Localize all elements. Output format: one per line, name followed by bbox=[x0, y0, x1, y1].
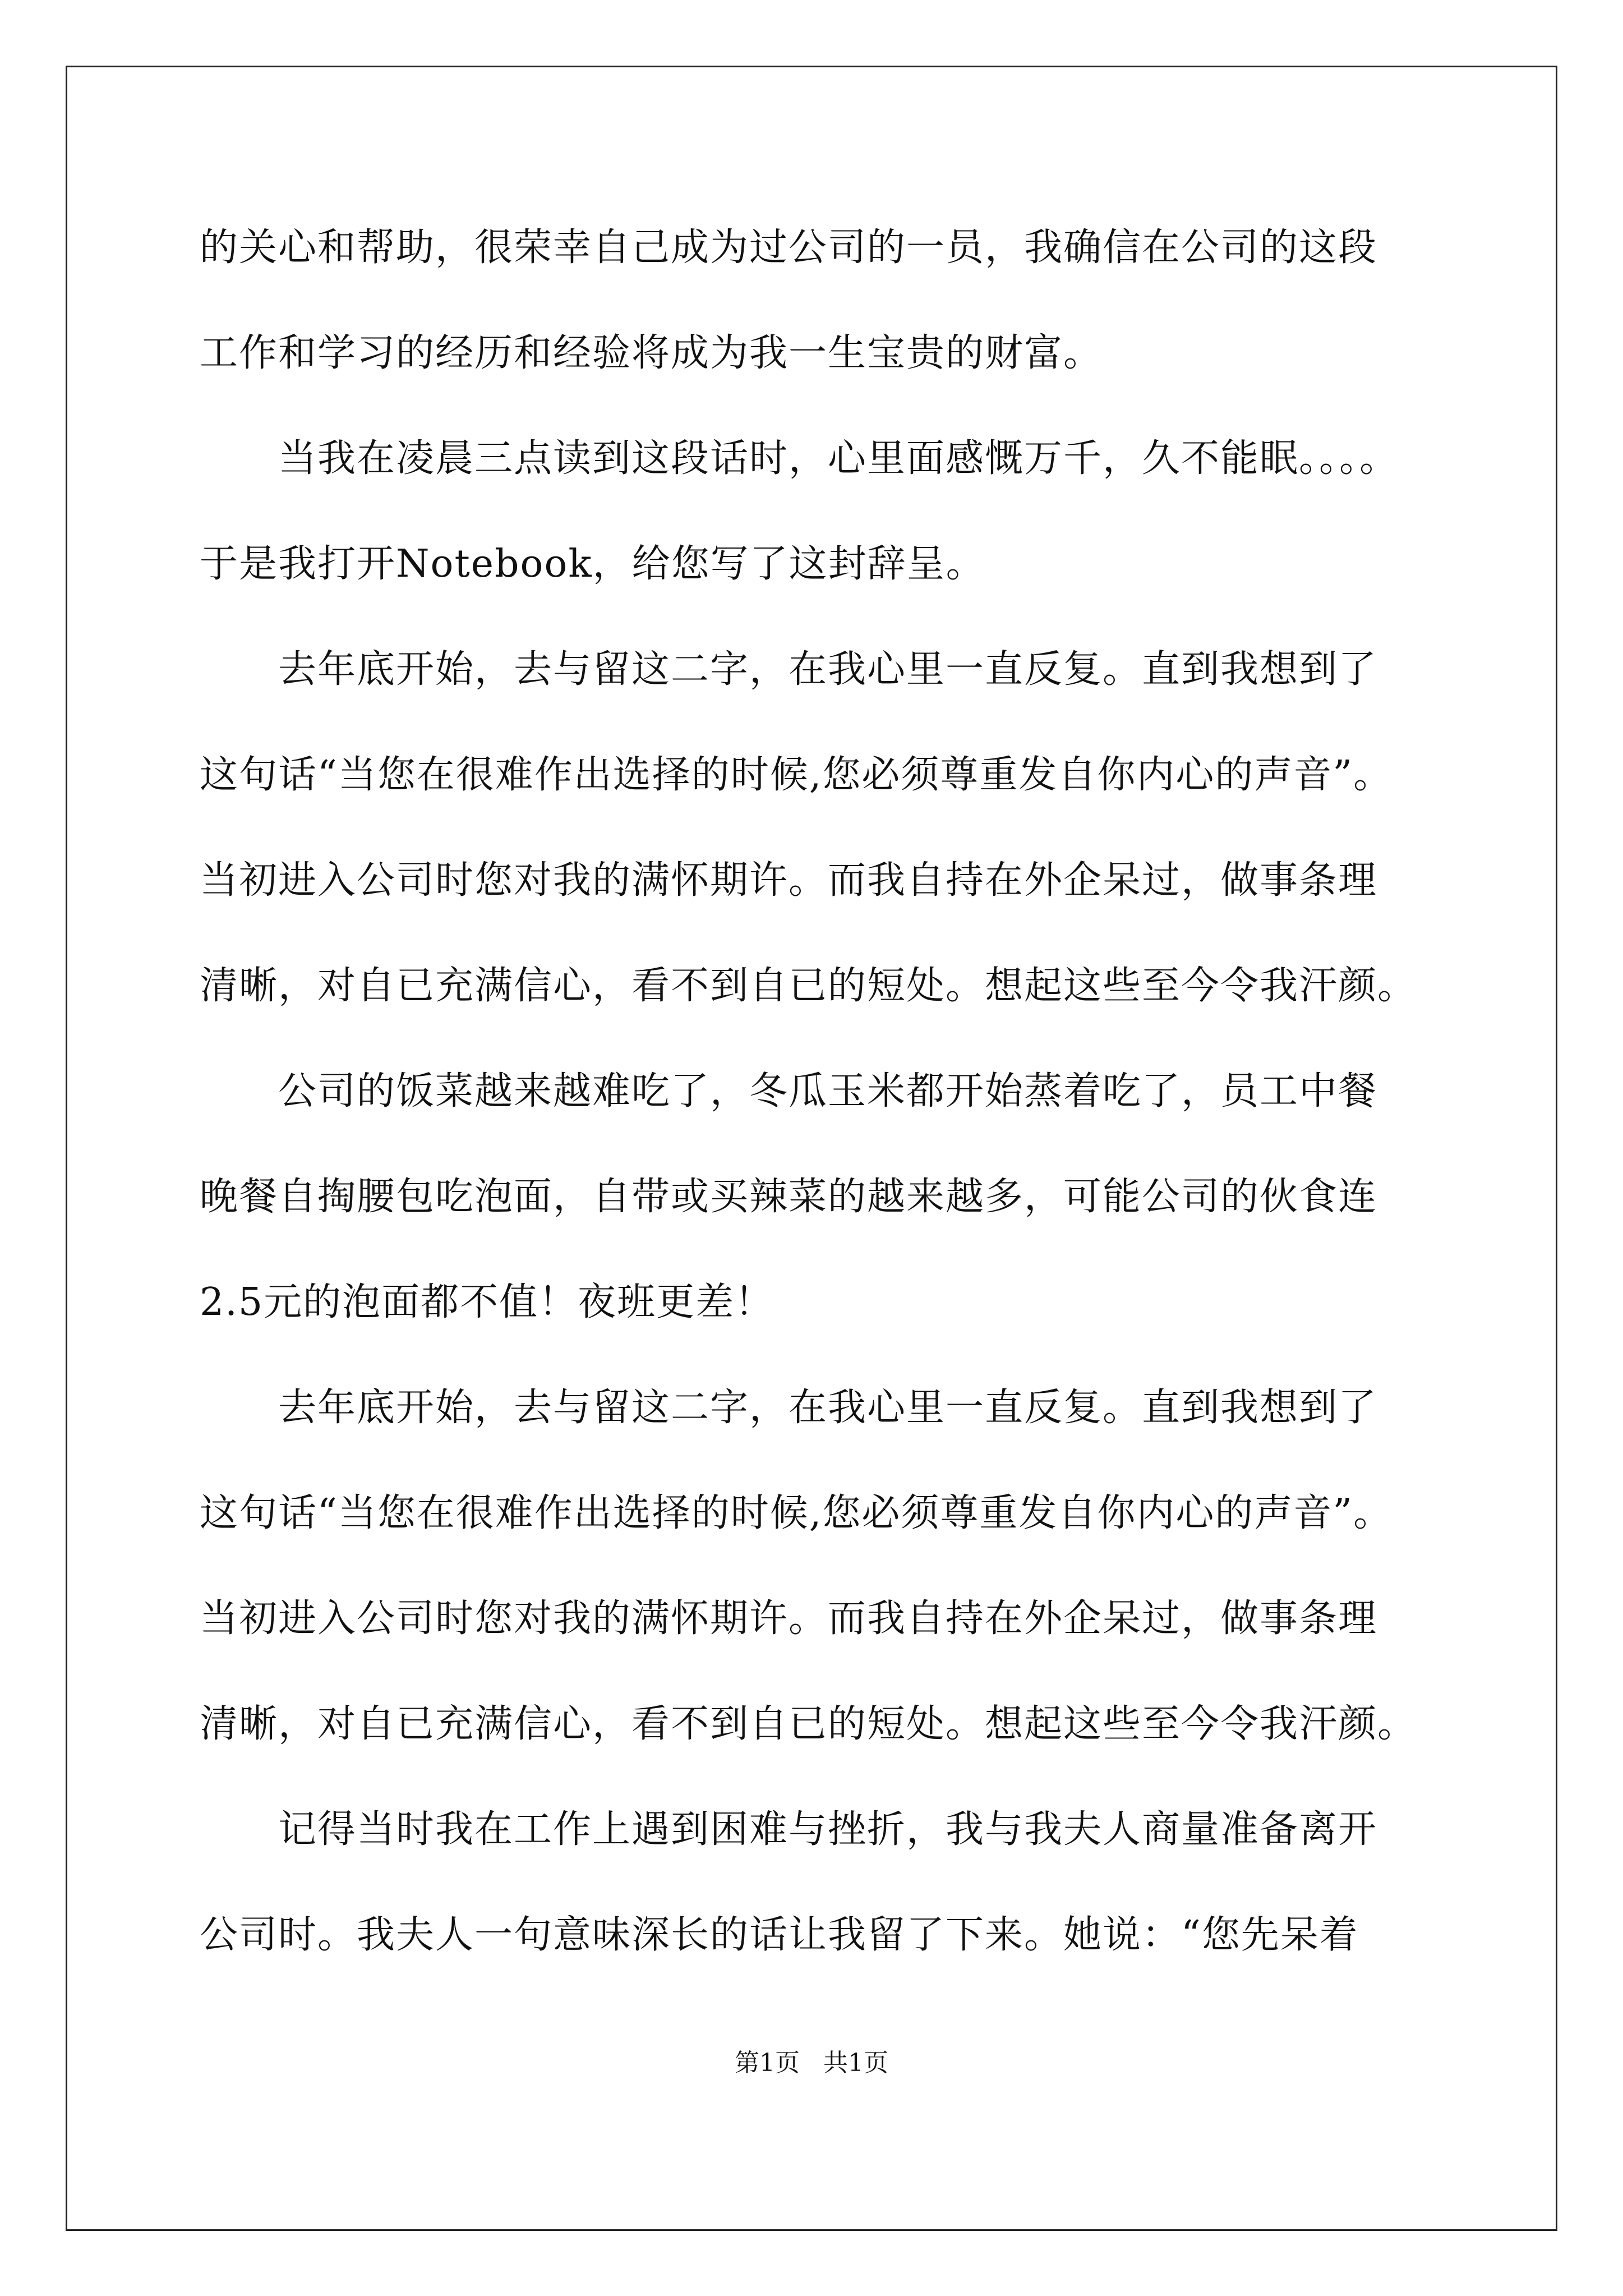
text-line: 清晰，对自已充满信心，看不到自已的短处。想起这些至今令我汗颜。 bbox=[200, 964, 1417, 1008]
text-line: 去年底开始，去与留这二字，在我心里一直反复。直到我想到了 bbox=[278, 1386, 1378, 1430]
text-line: 公司的饭菜越来越难吃了，冬瓜玉米都开始蒸着吃了，员工中餐 bbox=[278, 1069, 1378, 1114]
text-line: 于是我打开Notebook，给您写了这封辞呈。 bbox=[200, 542, 985, 586]
text-line: 当我在凌晨三点读到这段话时，心里面感慨万千，久不能眠。。。。 bbox=[278, 436, 1399, 481]
text-line: 这句话“当您在很难作出选择的时候,您必须尊重发自你内心的声音”。 bbox=[200, 753, 1393, 797]
text-line: 当初进入公司时您对我的满怀期许。而我自持在外企呆过，做事条理 bbox=[200, 858, 1378, 903]
text-line: 这句话“当您在很难作出选择的时候,您必须尊重发自你内心的声音”。 bbox=[200, 1491, 1393, 1535]
text-line: 公司时。我夫人一句意味深长的话让我留了下来。她说：“您先呆着 bbox=[200, 1913, 1359, 1957]
text-line: 去年底开始，去与留这二字，在我心里一直反复。直到我想到了 bbox=[278, 647, 1378, 692]
text-line: 当初进入公司时您对我的满怀期许。而我自持在外企呆过，做事条理 bbox=[200, 1596, 1378, 1641]
text-line: 工作和学习的经历和经验将成为我一生宝贵的财富。 bbox=[200, 331, 1103, 375]
text-line: 清晰，对自已充满信心，看不到自已的短处。想起这些至今令我汗颜。 bbox=[200, 1702, 1417, 1746]
text-line: 记得当时我在工作上遇到困难与挫折，我与我夫人商量准备离开 bbox=[278, 1807, 1378, 1852]
text-line: 2.5元的泡面都不值！夜班更差！ bbox=[200, 1280, 774, 1324]
page-number-footer: 第1页 共1页 bbox=[735, 2049, 888, 2077]
text-line: 晚餐自掏腰包吃泡面，自带或买辣菜的越来越多，可能公司的伙食连 bbox=[200, 1175, 1378, 1219]
text-line: 的关心和帮助，很荣幸自己成为过公司的一员，我确信在公司的这段 bbox=[200, 226, 1378, 270]
